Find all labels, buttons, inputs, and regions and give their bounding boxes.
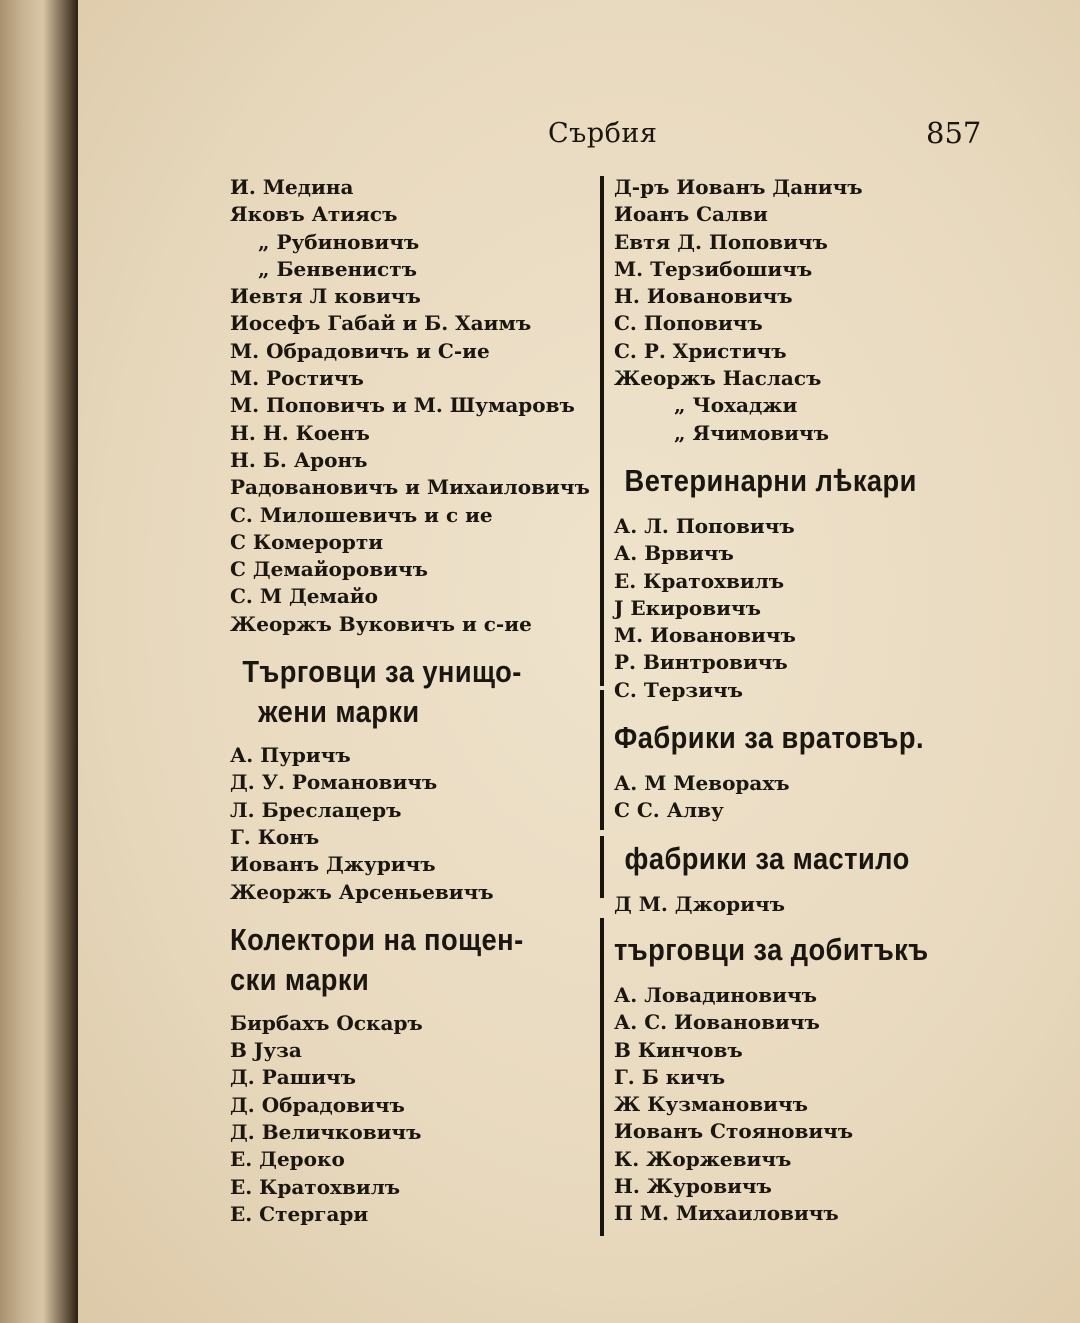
page-number: 857	[926, 116, 982, 150]
section-heading-collectors-2: ски марки	[230, 961, 370, 997]
list-item: И. Медина	[230, 175, 354, 199]
left-column	[230, 174, 600, 1228]
list-item: М. Поповичъ и М. Шумаровъ	[230, 393, 575, 418]
list-item: Д. У. Романовичъ	[230, 770, 438, 795]
list-item: Радовановичъ и Михаиловичъ	[230, 475, 590, 500]
list-item: Е. Кратохвилъ	[230, 1174, 401, 1199]
list-item: Е. Стергари	[230, 1201, 369, 1226]
section-heading-cattle-dealers: търговци за добитъкъ	[614, 931, 929, 967]
list-item: Н. Иовановичъ	[614, 284, 793, 309]
tie-factories-list	[614, 770, 994, 825]
list-item: Евтя Д. Поповичъ	[614, 229, 828, 254]
stamp-dealers-list	[230, 742, 600, 906]
right-column	[614, 174, 994, 1228]
list-item: „ Рубиновичъ	[258, 229, 420, 254]
list-item: М. Обрадовичъ и С-ие	[230, 338, 490, 363]
list-item: Иованъ Стояновичъ	[614, 1119, 854, 1144]
list-item: П М. Михаиловичъ	[614, 1201, 839, 1226]
list-item: Иевтя Л ковичъ	[230, 284, 421, 309]
list-item: Е. Кратохвилъ	[614, 568, 785, 593]
list-item: Д. Обрадовичъ	[230, 1092, 405, 1117]
section-heading-collectors-1: Колектори на пощен-	[230, 921, 524, 957]
list-item: Жеоржъ Арсеньевичъ	[230, 879, 494, 904]
list-item: М. Ростичъ	[230, 366, 364, 391]
list-item: М. Терзибошичъ	[614, 256, 813, 281]
list-item: Д. Рашичъ	[230, 1065, 357, 1090]
list-item: Д-ръ Иованъ Даничъ	[614, 175, 863, 199]
list-item: Д. Величковичъ	[230, 1120, 422, 1145]
list-item: А. С. Иовановичъ	[614, 1010, 820, 1035]
list-item: Иованъ Джуричъ	[230, 852, 436, 877]
list-item: А. Пуричъ	[230, 743, 351, 768]
section-heading-tie-factories: Фабрики за вратовър.	[614, 720, 924, 756]
list-item: Н. Б. Аронъ	[230, 447, 368, 472]
ink-factories-list	[614, 891, 994, 918]
list-item: Ж Кузмановичъ	[614, 1092, 808, 1117]
list-item: А. М Меворахъ	[614, 771, 790, 796]
list-item: Жеоржъ Насласъ	[614, 366, 822, 391]
list-item: А. Л. Поповичъ	[614, 513, 795, 538]
list-item: С. Поповичъ	[614, 311, 763, 336]
list-item: Г. Б кичъ	[614, 1064, 726, 1089]
list-item: Р. Винтровичъ	[614, 650, 788, 675]
list-item: Г. Конъ	[230, 824, 320, 849]
list-item: С С. Алву	[614, 798, 724, 823]
list-item: Иоанъ Салви	[614, 202, 768, 227]
column-rule	[600, 690, 604, 830]
cattle-dealers-list	[614, 982, 994, 1228]
list-item: Ј Екировичъ	[614, 595, 761, 620]
list-item: С. М Демайо	[230, 584, 378, 609]
list-item: „ Ячимовичъ	[674, 420, 829, 445]
list-item: А. Врвичъ	[614, 541, 734, 566]
section-heading-stamp-dealers-2: жени марки	[258, 694, 420, 730]
list-item: Яковъ Атиясъ	[230, 202, 398, 227]
list-item: В Кинчовъ	[614, 1037, 743, 1062]
list-item: В Јуза	[230, 1038, 302, 1063]
collectors-list	[230, 1010, 600, 1228]
merchant-list	[230, 174, 600, 638]
list-item: А. Ловадиновичъ	[614, 982, 817, 1007]
veterinarians-list	[614, 513, 994, 704]
column-rule	[600, 836, 604, 898]
list-item: Л. Бреслацеръ	[230, 797, 402, 822]
list-item: К. Жоржевичъ	[614, 1146, 792, 1171]
page-title: Сърбия	[548, 118, 658, 149]
column-rule	[600, 176, 604, 686]
section-heading-ink-factories: фабрики за мастило	[624, 840, 910, 876]
column-rule	[600, 918, 604, 1236]
list-item: С Демайоровичъ	[230, 557, 428, 582]
list-item: Н. Н. Коенъ	[230, 420, 370, 445]
list-item: С Комерорти	[230, 529, 384, 554]
list-item: Бирбахъ Оскаръ	[230, 1010, 423, 1035]
list-item: Жеоржъ Вуковичъ и с-ие	[230, 611, 532, 636]
list-item: Д М. Джоричъ	[614, 891, 785, 916]
list-item: Н. Журовичъ	[614, 1174, 772, 1199]
section-heading-stamp-dealers-1: Търговци за унищо-	[242, 654, 522, 690]
list-item: „ Бенвенистъ	[258, 256, 417, 281]
section-heading-veterinarians: Ветеринарни лѣкари	[624, 462, 917, 498]
list-item: С. Терзичъ	[614, 677, 744, 702]
merchant-list-continued	[614, 174, 994, 447]
list-item: Е. Дероко	[230, 1147, 345, 1172]
list-item: М. Иовановичъ	[614, 623, 796, 648]
book-gutter	[0, 0, 78, 1323]
list-item: Иосефъ Габай и Б. Хаимъ	[230, 311, 532, 336]
list-item: С. Милошевичъ и с ие	[230, 502, 493, 527]
list-item: „ Чохаджи	[674, 393, 798, 418]
list-item: С. Р. Христичъ	[614, 338, 787, 363]
